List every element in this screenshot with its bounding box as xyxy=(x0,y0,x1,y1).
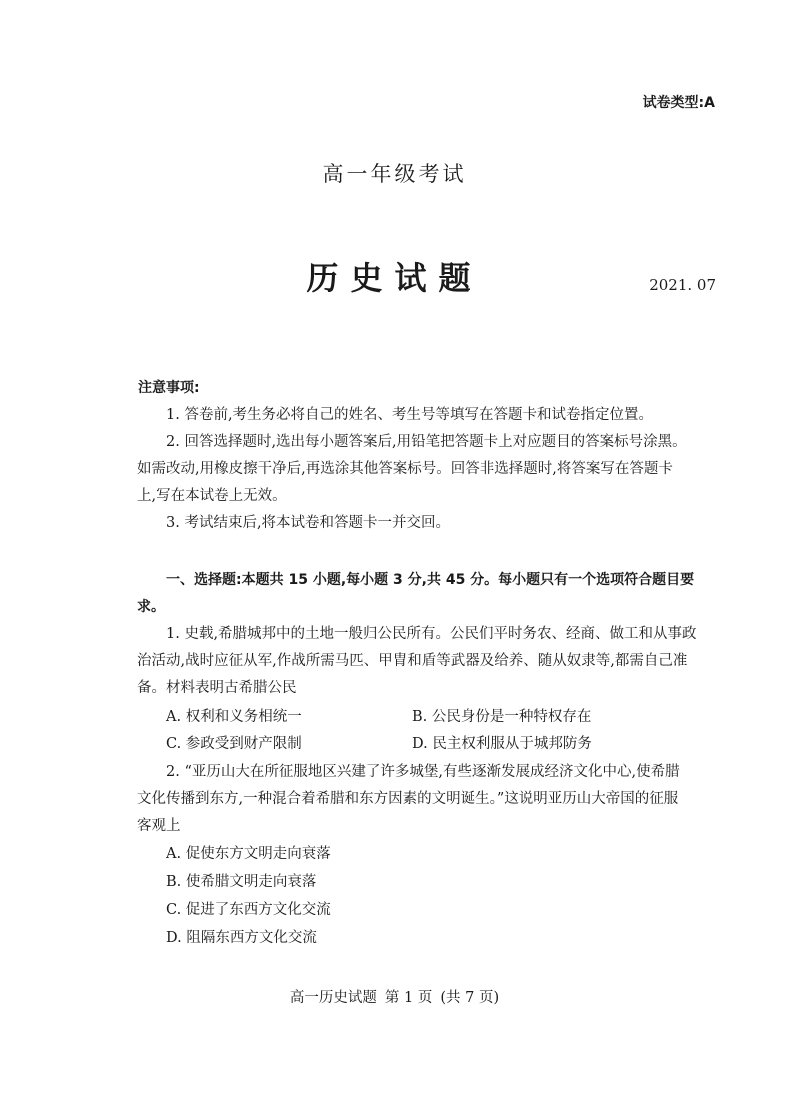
question-1-option-d: D. 民主权利服从于城邦防务 xyxy=(412,736,592,752)
exam-date: 2021. 07 xyxy=(649,276,716,294)
notice-item-1: 1. 答卷前,考生务必将自己的姓名、考生号等填写在答题卡和试卷指定位置。 xyxy=(166,407,654,423)
question-2-line-2: 文化传播到东方,一种混合着希腊和东方因素的文明诞生。”这说明亚历山大帝国的征服 xyxy=(137,791,679,807)
question-1-option-a: A. 权利和义务相统一 xyxy=(166,709,302,725)
question-1-option-b: B. 公民身份是一种特权存在 xyxy=(412,709,592,725)
question-2-line-3: 客观上 xyxy=(137,818,181,834)
question-2-option-a: A. 促使东方文明走向衰落 xyxy=(166,846,331,862)
page-footer xyxy=(0,986,789,1007)
section-heading-line-1: 一、选择题:本题共 15 小题,每小题 3 分,共 45 分。每小题只有一个选项符合题目要 xyxy=(166,572,695,588)
notice-item-2-line-1: 2. 回答选择题时,选出每小题答案后,用铅笔把答题卡上对应题目的答案标号涂黑。 xyxy=(166,434,687,450)
question-1-line-2: 治活动,战时应征从军,作战所需马匹、甲胄和盾等武器及给养、随从奴隶等,都需自己准 xyxy=(137,653,688,669)
footer-page-number: 第 1 页 xyxy=(384,990,433,1006)
notice-heading: 注意事项: xyxy=(138,380,200,396)
paper-type-label: 试卷类型:A xyxy=(642,95,715,111)
footer-total-pages: (共 7 页) xyxy=(440,990,500,1006)
footer-title: 高一历史试题 xyxy=(289,990,377,1006)
question-1-option-c: C. 参政受到财产限制 xyxy=(166,736,302,752)
exam-title: 高一年级考试 xyxy=(322,162,467,186)
notice-item-2-line-3: 上,写在本试卷上无效。 xyxy=(137,488,287,504)
question-2-option-d: D. 阻隔东西方文化交流 xyxy=(166,930,317,946)
question-2-line-1: 2. “亚历山大在所征服地区兴建了许多城堡,有些逐渐发展成经济文化中心,使希腊 xyxy=(166,764,680,780)
notice-item-3: 3. 考试结束后,将本试卷和答题卡一并交回。 xyxy=(166,515,451,531)
notice-item-2-line-2: 如需改动,用橡皮擦干净后,再选涂其他答案标号。回答非选择题时,将答案写在答题卡 xyxy=(137,461,673,477)
question-2-option-c: C. 促进了东西方文化交流 xyxy=(166,902,331,918)
subject-title: 历史试题 xyxy=(306,259,483,297)
question-1-line-3: 备。材料表明古希腊公民 xyxy=(137,680,297,696)
section-heading-line-2: 求。 xyxy=(137,599,165,615)
question-2-option-b: B. 使希腊文明走向衰落 xyxy=(166,874,317,890)
question-1-line-1: 1. 史载,希腊城邦中的土地一般归公民所有。公民们平时务农、经商、做工和从事政 xyxy=(166,626,697,642)
